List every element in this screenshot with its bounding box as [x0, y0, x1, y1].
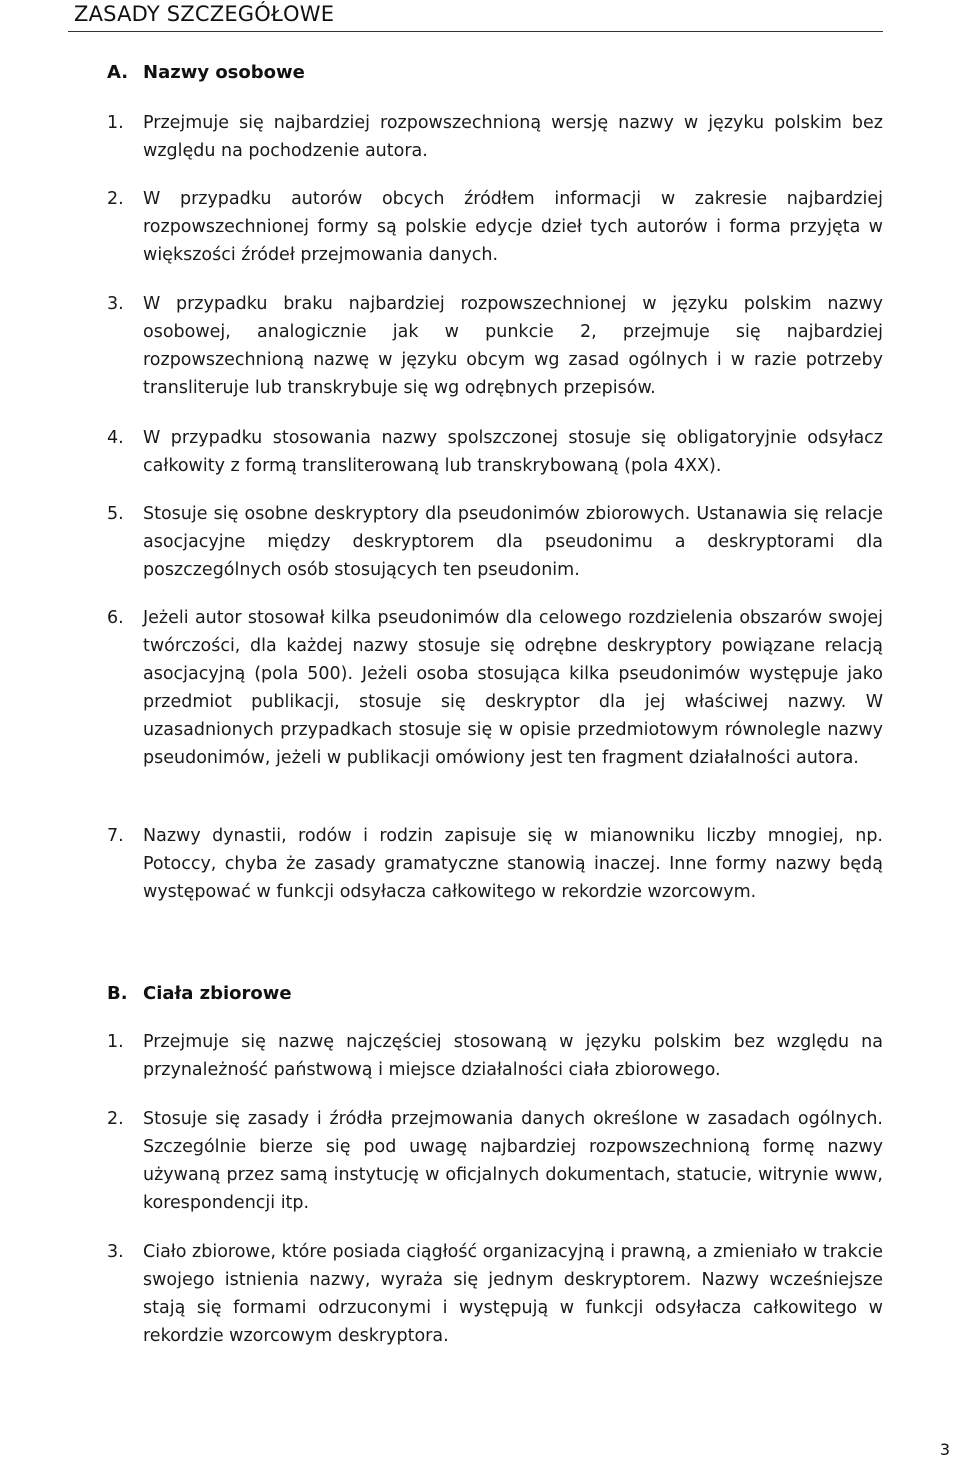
- item-text: Stosuje się zasady i źródła przejmowania danych określone w zasadach ogólnych. Szczególnie bierze się pod uwagę najbardziej rozpowszechnioną formę nazwy używaną przez samą instytucję w oficjalnych dokumentach, statucie, witrynie www, korespondencji itp.: [143, 1109, 883, 1213]
- list-item: [107, 424, 883, 480]
- section-a-heading: [107, 62, 305, 83]
- section-a-title: Nazwy osobowe: [143, 62, 305, 83]
- item-text: Stosuje się osobne deskryptory dla pseudonimów zbiorowych. Ustanawia się relacje asocjacyjne między deskryptorem dla pseudonimu a deskryptorami dla poszczególnych osób stosujących ten pseudonim.: [143, 504, 883, 580]
- item-number: 2.: [107, 1109, 124, 1129]
- item-text: Jeżeli autor stosował kilka pseudonimów dla celowego rozdzielenia obszarów swojej twórczości, dla każdej nazwy stosuje się odrębne deskryptory powiązane relacją asocjacyjną (pola 500). Jeżeli osoba stosująca kilka pseudonimów występuje jako przedmiot publikacji, stosuje się deskryptor dla jej właściwej nazwy. W uzasadnionych przypadkach stosuje się w opisie przedmiotowym równolegle nazwy pseudonimów, jeżeli w publikacji omówiony jest ten fragment działalności autora.: [143, 608, 883, 768]
- list-item: [107, 290, 883, 402]
- item-number: 3.: [107, 1242, 124, 1262]
- page-number: 3: [939, 1440, 950, 1459]
- item-number: 2.: [107, 189, 124, 209]
- item-number: 1.: [107, 113, 124, 133]
- item-text: Nazwy dynastii, rodów i rodzin zapisuje się w mianowniku liczby mnogiej, np. Potoccy, chyba że zasady gramatyczne stanowią inaczej. Inne formy nazwy będą występować w funkcji odsyłacza całkowitego w rekordzie wzorcowym.: [143, 826, 883, 902]
- item-number: 5.: [107, 504, 124, 524]
- list-item: [107, 1238, 883, 1350]
- section-a-letter: A.: [107, 62, 129, 83]
- list-item: [107, 185, 883, 269]
- item-text: Ciało zbiorowe, które posiada ciągłość organizacyjną i prawną, a zmieniało w trakcie swojego istnienia nazwy, wyraża się jednym deskryptorem. Nazwy wcześniejsze stają się formami odrzuconymi i występują w funkcji odsyłacza całkowitego w rekordzie wzorcowym deskryptora.: [143, 1242, 884, 1346]
- section-b-heading: [107, 983, 292, 1004]
- item-text: Przejmuje się najbardziej rozpowszechnioną wersję nazwy w języku polskim bez względu na pochodzenie autora.: [143, 113, 883, 161]
- item-number: 4.: [107, 428, 124, 448]
- item-number: 7.: [107, 826, 124, 846]
- item-text: Przejmuje się nazwę najczęściej stosowaną w języku polskim bez względu na przynależność państwową i miejsce działalności ciała zbiorowego.: [143, 1032, 883, 1080]
- section-b-letter: B.: [107, 983, 128, 1004]
- list-item: [107, 604, 883, 772]
- list-item: [107, 1028, 883, 1084]
- section-b-title: Ciała zbiorowe: [143, 983, 292, 1004]
- item-text: W przypadku stosowania nazwy spolszczonej stosuje się obligatoryjnie odsyłacz całkowity z formą transliterowaną lub transkrybowaną (pola 4XX).: [143, 428, 883, 476]
- item-number: 3.: [107, 294, 124, 314]
- item-text: W przypadku braku najbardziej rozpowszechnionej w języku polskim nazwy osobowej, analogicznie jak w punkcie 2, przejmuje się najbardziej rozpowszechnioną nazwę w języku obcym wg zasad ogólnych i w razie potrzeby transliteruje lub transkrybuje się wg odrębnych przepisów.: [143, 294, 883, 398]
- item-number: 6.: [107, 608, 124, 628]
- page-title: ZASADY SZCZEGÓŁOWE: [74, 2, 335, 26]
- list-item: [107, 1105, 883, 1217]
- list-item: [107, 822, 883, 906]
- item-text: W przypadku autorów obcych źródłem informacji w zakresie najbardziej rozpowszechnionej formy są polskie edycje dzieł tych autorów i forma przyjęta w większości źródeł przejmowania danych.: [143, 189, 883, 265]
- header-divider: [68, 31, 883, 32]
- item-number: 1.: [107, 1032, 124, 1052]
- list-item: [107, 109, 883, 165]
- list-item: [107, 500, 883, 584]
